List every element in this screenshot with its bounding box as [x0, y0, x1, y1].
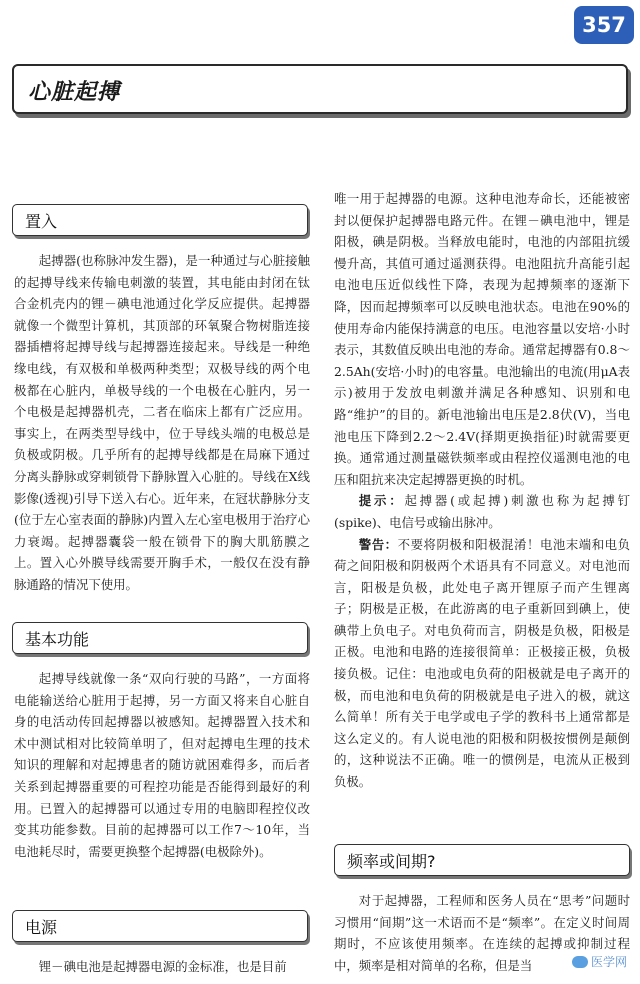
warning-label: 警告： — [358, 536, 398, 552]
warning-paragraph — [334, 534, 630, 793]
watermark-text: 医学网 — [590, 955, 627, 969]
basic-paragraph: 起搏导线就像一条“双向行驶的马路”，一方面将电能输送给心脏用于起搏，另一方面又将来自心脏自身的电活动传回起搏器以被感知。起搏器置入技术和术中测试相对比较简单明了，但对起搏电生理的技术知识的理解和对起搏患者的随访就困难得多，而后者关系到起搏器重要的可程控功能是否能得到最好的利用。已置入的起搏器可以通过专用的电脑即程控仪改变其功能参数。目前的起搏器可以工作7～10年，当电池耗尽时，需要更换整个起搏器(电极除外)。 — [14, 671, 310, 859]
warning-text: 不要将阴极和阳极混淆！电池末端和电负荷之间阳极和阴极两个术语具有不同意义。对电池而言，阳极是负极，此处电子离开锂原子而产生锂离子；阴极是正极，在此游离的电子重新回到碘上，使碘带上负电子。对电负荷而言，阴极是负极，阳极是正极。电池和电路的连接很简单：正极接正极，负极接负极。记住：电池或电负荷的阳极就是电子离开的极，而电池和电负荷的阴极就是电子进入的极，就这么简单！所有关于电学或电子学的教科书上通常都是这么定义的。有人说电池的阳极和阴极按惯例是颠倒的，这种说法不正确。唯一的惯例是，电流从正极到负极。 — [334, 536, 631, 790]
tip-label: 提示： — [358, 493, 405, 509]
section-title-freq: 频率或间期? — [347, 852, 436, 871]
power-body-right — [334, 188, 630, 793]
intro-paragraph: 起搏器(也称脉冲发生器)，是一种通过与心脏接触的起搏导线来传输电刺激的装置，其电能由封闭在钛合金机壳内的锂－碘电池通过化学反应提供。起搏器就像一个微型计算机，其顶部的环氧聚合物树脂连接器插槽将起搏导线与起搏器连接起来。导线是一种绝缘电线，有双极和单极两种类型；双极导线的两个电极都在心脏内，单极导线的一个电极在心脏内，另一个电极是起搏器机壳，二者在临床上都有广泛应用。事实上，在两类型导线中，位于导线头端的电极总是负极或阴极。几乎所有的起搏导线都是在局麻下通过分离头静脉或穿刺锁骨下静脉置入心脏的。导线在X线影像(透视)引导下送入右心。近年来，在冠状静脉分支(位于左心室表面的静脉)内置入左心室电极用于治疗心力衰竭。起搏器囊袋一般在锁骨下的胸大肌筋膜之上。置入心外膜导线需要开胸手术，一般仅在没有静脉通路的情况下使用。 — [14, 253, 310, 592]
section-title-power: 电源 — [25, 918, 58, 937]
watermark — [569, 953, 630, 970]
intro-body — [14, 250, 310, 596]
tip-text: 起搏器(或起搏)刺激也称为起搏钉(spike)、电信号或输出脉冲。 — [334, 493, 630, 530]
power-paragraph-left: 锂－碘电池是起搏器电源的金标准，也是目前 — [38, 959, 287, 974]
wechat-icon — [572, 956, 588, 968]
freq-paragraph: 对于起搏器，工程师和医务人员在“思考”问题时习惯用“间期”这一术语而不是“频率”。在定义时间周期时，不应该使用频率。在连续的起搏或抑制过程中，频率是相对简单的名称，但是当 — [334, 893, 630, 973]
tip-paragraph — [334, 490, 630, 533]
chapter-header — [12, 64, 628, 114]
section-title-intro: 置入 — [25, 212, 58, 231]
section-header-power — [12, 910, 308, 942]
chapter-title: 心脏起搏 — [28, 80, 121, 105]
section-header-intro — [12, 204, 308, 236]
basic-body — [14, 668, 310, 862]
section-header-freq — [334, 844, 630, 876]
power-paragraph-right: 唯一用于起搏器的电源。这种电池寿命长，还能被密封以便保护起搏器电路元件。在锂－碘电池中，锂是阳极，碘是阴极。当释放电能时，电池的内部阻抗缓慢升高，其值可通过遥测获得。电池阻抗升高能引起电池电压近似线性下降，表现为起搏频率的逐渐下降，因而起搏频率可以反映电池状态。电池在90%的使用寿命内能保持满意的电压。电池容量以安培·小时表示，其数值反映出电池的寿命。通常起搏器有0.8～2.5Ah(安培·小时)的电容量。电池输出的电流(用μA表示)被用于发放电刺激并满足各种感知、识别和电路“维护”的目的。新电池输出电压是2.8伏(V)，当电池电压下降到2.2～2.4V(择期更换指征)时就需要更换。通常通过测量磁铁频率或由程控仪遥测电池的电压和阻抗来决定起搏器更换的时机。 — [334, 191, 630, 487]
power-body-left — [14, 956, 310, 978]
section-title-basic: 基本功能 — [25, 630, 90, 649]
section-header-basic — [12, 622, 308, 654]
page-number: 357 — [574, 6, 634, 44]
